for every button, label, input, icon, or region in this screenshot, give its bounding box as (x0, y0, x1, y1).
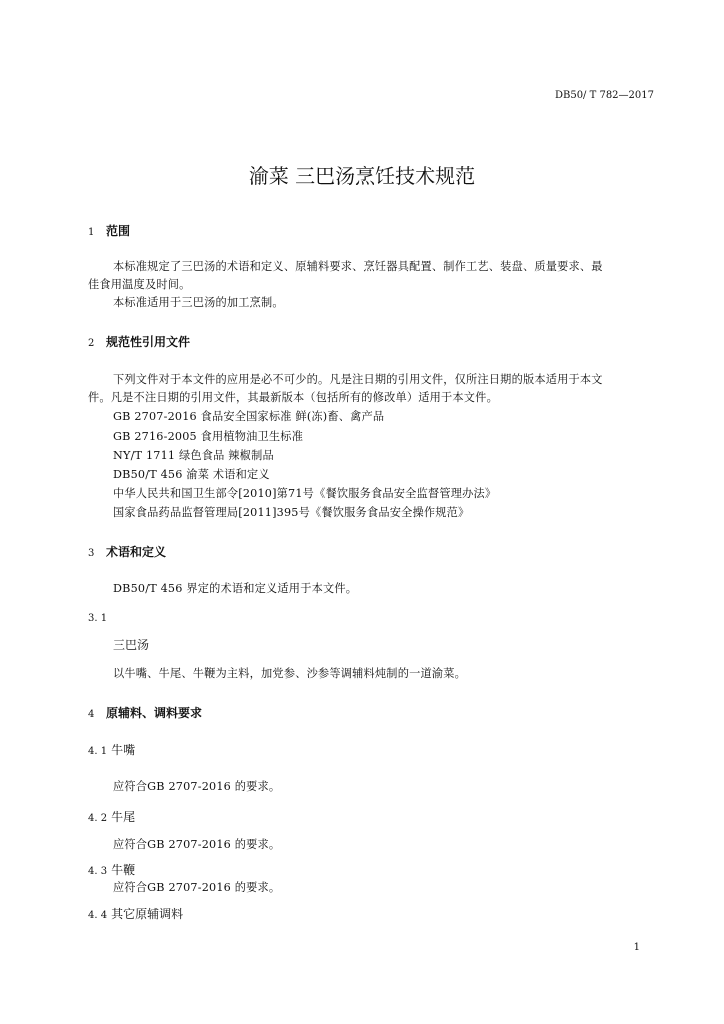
section-4-heading (88, 704, 202, 721)
reference-item: 中华人民共和国卫生部令[2010]第71号《餐饮服务食品安全监督管理办法》 (113, 487, 497, 500)
section-title: 原辅料、调料要求 (106, 706, 203, 720)
section-1-heading (88, 222, 130, 239)
subsection-4-2: 4. 2 牛尾 (88, 810, 136, 824)
reference-item: 国家食品药品监督管理局[2011]395号《餐饮服务食品安全操作规范》 (113, 506, 470, 519)
section-number: 1 (88, 227, 95, 238)
subsection-4-1: 4. 1 牛嘴 (88, 743, 136, 757)
section-2-heading (88, 333, 190, 350)
subsection-title: 牛嘴 (111, 743, 136, 757)
paragraph: 本标准适用于三巴汤的加工烹制。 (113, 296, 284, 309)
reference-item: NY/T 1711 绿色食品 辣椒制品 (113, 449, 274, 462)
document-title: 渝菜 三巴汤烹饪技术规范 (248, 164, 476, 188)
section-number: 3 (88, 548, 95, 559)
section-3-heading (88, 543, 166, 560)
subsection-title: 牛鞭 (111, 863, 136, 877)
paragraph: 应符合GB 2707-2016 的要求。 (113, 881, 281, 894)
paragraph: 佳食用温度及时间。 (88, 278, 191, 291)
subsection-title: 牛尾 (111, 810, 136, 824)
section-title: 范围 (106, 224, 131, 238)
section-title: 术语和定义 (106, 545, 167, 559)
subsection-number: 3. 1 (88, 613, 108, 624)
paragraph: 下列文件对于本文件的应用是必不可少的。凡是注日期的引用文件，仅所注日期的版本适用于本文 (113, 373, 603, 386)
term-name: 三巴汤 (113, 638, 150, 652)
reference-item: DB50/T 456 渝菜 术语和定义 (113, 468, 270, 481)
subsection-4-3: 4. 3 牛鞭 (88, 863, 136, 877)
term-definition: 以牛嘴、牛尾、牛鞭为主料，加党参、沙参等调辅料炖制的一道渝菜。 (113, 667, 467, 680)
page-number: 1 (633, 942, 640, 953)
paragraph: 应符合GB 2707-2016 的要求。 (113, 838, 281, 851)
section-number: 4 (88, 709, 95, 720)
paragraph: 本标准规定了三巴汤的术语和定义、原辅料要求、烹饪器具配置、制作工艺、装盘、质量要求、最 (113, 260, 603, 273)
subsection-title: 其它原辅调料 (111, 907, 184, 921)
subsection-4-4: 4. 4 其它原辅调料 (88, 907, 184, 921)
reference-item: GB 2707-2016 食品安全国家标准 鲜(冻)畜、禽产品 (113, 410, 385, 423)
reference-item: GB 2716-2005 食用植物油卫生标准 (113, 430, 304, 443)
paragraph: 件。凡是不注日期的引用文件，其最新版本（包括所有的修改单）适用于本文件。 (88, 391, 498, 404)
paragraph: DB50/T 456 界定的术语和定义适用于本文件。 (113, 582, 358, 595)
paragraph: 应符合GB 2707-2016 的要求。 (113, 780, 281, 793)
standard-code-header: DB50/ T 782—2017 (554, 90, 654, 101)
section-title: 规范性引用文件 (106, 335, 191, 349)
section-number: 2 (88, 338, 95, 349)
